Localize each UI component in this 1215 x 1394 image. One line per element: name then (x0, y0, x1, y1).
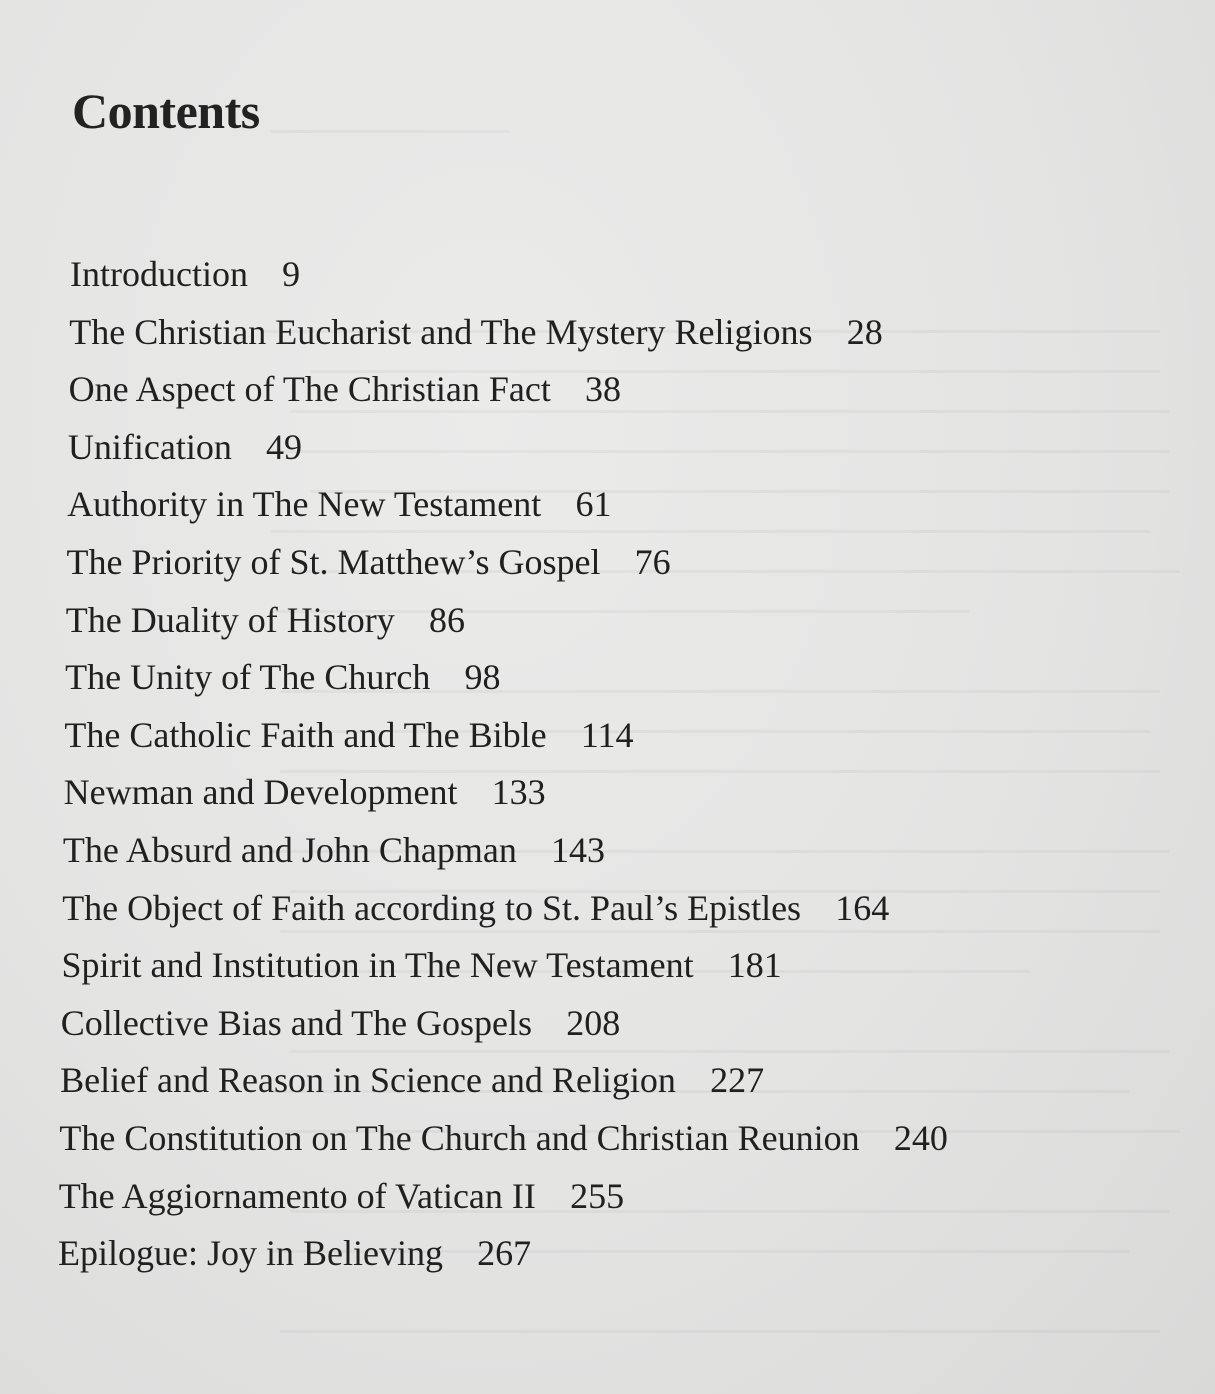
toc-entry-page: 164 (835, 887, 890, 928)
toc-entry (65, 655, 500, 699)
toc-entry-title: Newman and Development (63, 772, 458, 813)
toc-entry-page: 76 (634, 542, 671, 582)
toc-entry-title: Introduction (70, 254, 248, 294)
toc-entry-title: Collective Bias and The Gospels (60, 1002, 533, 1043)
toc-entry-page: 267 (477, 1233, 532, 1274)
show-through-line (270, 530, 1150, 533)
toc-entry-title: Epilogue: Joy in Believing (58, 1233, 443, 1274)
toc-entry-title: Unification (67, 426, 232, 467)
toc-entry-page: 28 (846, 311, 883, 352)
toc-entry (58, 1231, 531, 1275)
toc-entry-page: 208 (566, 1002, 621, 1043)
toc-entry (66, 598, 465, 642)
toc-entry (64, 713, 633, 757)
toc-entry (59, 1174, 624, 1218)
toc-entry (64, 770, 546, 814)
toc-entry-page: 227 (710, 1060, 765, 1101)
toc-entry (69, 310, 882, 354)
toc-entry-title: Spirit and Institution in The New Testament (61, 945, 694, 986)
toc-entry (60, 1058, 764, 1102)
toc-entry-title: The Aggiornamento of Vatican II (58, 1175, 536, 1216)
toc-entry-title: One Aspect of The Christian Fact (68, 369, 551, 410)
toc-entry-title: The Constitution on The Church and Christian Reunion (59, 1118, 860, 1158)
toc-entry-page: 255 (570, 1175, 625, 1216)
show-through-line (270, 450, 1170, 453)
toc-entry-page: 240 (893, 1118, 948, 1158)
toc-entry-title: The Unity of The Church (65, 657, 431, 698)
toc-entry-page: 9 (282, 254, 301, 294)
toc-entry (70, 252, 300, 296)
show-through-line (280, 930, 1160, 933)
toc-entry (59, 1116, 947, 1160)
toc-entry-page: 49 (266, 426, 303, 467)
toc-entry (69, 367, 621, 411)
toc-entry-title: Authority in The New Testament (67, 484, 542, 525)
toc-entry-title: The Duality of History (65, 599, 395, 640)
toc-entry-page: 133 (491, 772, 546, 813)
toc-entry-page: 61 (575, 484, 612, 525)
toc-entry (62, 943, 782, 987)
toc-entry-page: 181 (727, 945, 782, 986)
toc-entry-title: Belief and Reason in Science and Religion (60, 1060, 676, 1101)
toc-entry-title: The Christian Eucharist and The Mystery Religions (69, 311, 813, 352)
toc-entry (67, 540, 671, 584)
toc-entry (67, 482, 611, 526)
show-through-line (280, 1330, 1160, 1333)
show-through-line (290, 1050, 1170, 1053)
toc-entry (68, 425, 302, 469)
show-through-line (270, 130, 510, 133)
toc-entry-title: The Catholic Faith and The Bible (64, 714, 547, 755)
toc-entry (63, 828, 605, 872)
toc-entry-title: The Object of Faith according to St. Paul’s Epistles (62, 887, 802, 928)
toc-entry-page: 143 (551, 830, 606, 870)
toc-entry-title: The Absurd and John Chapman (62, 830, 517, 870)
toc-entry-page: 38 (585, 369, 622, 410)
toc-entry-page: 86 (428, 599, 465, 640)
toc-entry-title: The Priority of St. Matthew’s Gospel (66, 542, 601, 582)
toc-entry-page: 98 (464, 657, 501, 698)
page-title: Contents (72, 83, 260, 139)
toc-entry-page: 114 (580, 714, 634, 755)
toc-entry (61, 1001, 620, 1045)
toc-entry (62, 886, 889, 930)
